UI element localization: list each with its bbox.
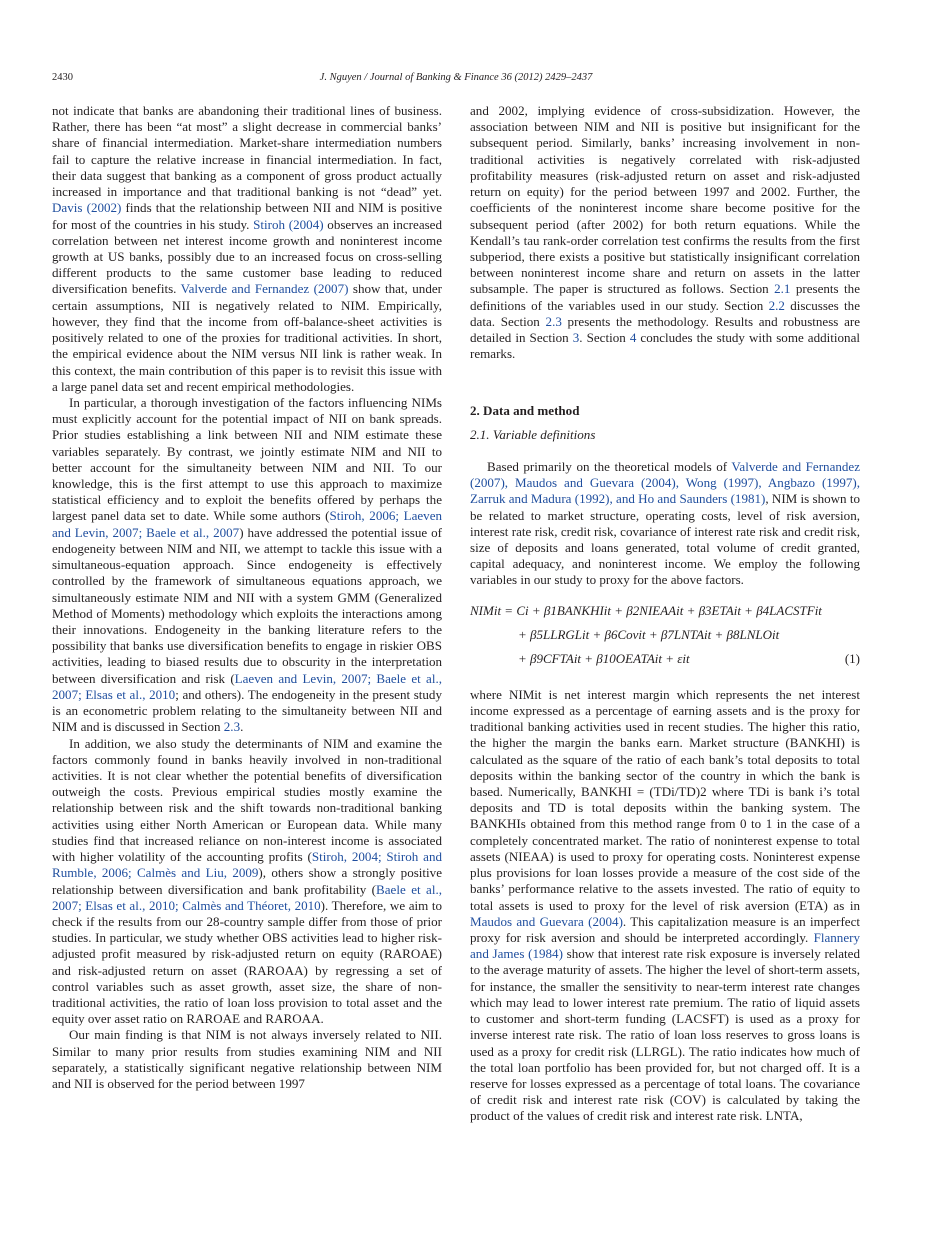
section-heading: 2. Data and method [470,402,580,418]
citation-link[interactable]: Baele et al., 2007; Elsas et al., 2010; Calmès and Théoret, 2010 [52,881,442,913]
citation-link[interactable]: 3 [572,330,580,346]
text-run: presents the definitions of the variables used in our study. Section [470,281,860,313]
text-run: , NIM is shown to be related to market structure, operating costs, level of risk aversion, interest rate risk, credit risk, covariance of interest rate risk and credit risk, size of deposits and loans generated, total volume of credit granted, capital adequacy, and noninterest income. We employ the following variables in our study to proxy for the above factors. [470,491,860,588]
equation-number: (1) [844,650,860,666]
citation-link[interactable]: 2.3 [545,313,562,329]
equation-1 [470,603,860,677]
citation-link[interactable]: Davis (2002) [52,200,122,216]
paragraph [52,1027,442,1092]
citation-link[interactable]: Stiroh (2004) [253,216,324,232]
paragraph [470,459,860,589]
equation-line: + β9CFTAit + β10OEATAit + εit [518,650,690,666]
text-run: . [240,719,244,735]
text-run: show that, under certain assumptions, NII is negatively related to NIM. Empirically, however, they find that the income from off-balance-sheet activities is positively related to one of the proxies for traditional activities. In short, the empirical evidence about the NIM versus NII link is rather weak. In this context, the main contribution of this paper is to revisit this issue with a large panel data set and recent empirical methodologies. [52,281,442,394]
text-run: discusses the data. Section [470,297,860,329]
equation-line: NIMit = Ci + β1BANKHIit + β2NIEAAit + β3ETAit + β4LACSTFit [470,602,822,618]
paragraph [52,103,442,395]
text-run: . This capitalization measure is an imperfect proxy for risk aversion and should be interpreted accordingly. [470,913,861,945]
text-run: ; and others). The endogeneity in the present study is an econometric problem relating to the simultaneity between NII and NIM and is discussed in Section [52,686,442,735]
paragraph [52,395,442,736]
page-header [52,72,860,88]
paragraph [470,103,860,363]
citation-link[interactable]: Maudos and Guevara (2004) [470,913,623,929]
text-run: presents the methodology. Results and robustness are detailed in Section [470,313,861,346]
text-run: Based primarily on the theoretical models of [487,458,732,474]
subsection-heading: 2.1. Variable definitions [470,426,596,442]
text-run: not indicate that banks are abandoning their traditional lines of business. Rather, there has been “at most” a slight decrease in commercial banks’ share of financial intermediation. Market-share intermediation numbers fail to capture the relative increase in financial intermediation. In fact, their data suggest that banking as a component of gross product actually increased in importance and that traditional banking is not “dead” yet. [52,103,442,200]
running-head: J. Nguyen / Journal of Banking & Finance 36 (2012) 2429–2437 [319,72,593,83]
text-run: concludes the study with some additional remarks. [470,330,860,362]
citation-link[interactable]: Stiroh, 2006; Laeven and Levin, 2007; Baele et al., 2007 [52,508,443,540]
right-column [470,103,860,1125]
text-run: Our main finding is that NIM is not always inversely related to NII. Similar to many prior results from studies examining NIM and NII separately, a statistically significant negative relationship between NIM and NII is observed for the period between 1997 [52,1027,442,1092]
paragraph [470,687,860,1125]
text-run: In particular, a thorough investigation of the factors influencing NIMs must explicitly account for the potential impact of NII on bank spreads. Prior studies establishing a link between NII and NIM estimate these variables separately. By contrast, we jointly estimate NIM and NII to better account for the simultaneity between NIM and NII. To our knowledge, this is the first attempt to use this approach to maximize statistical efficiency and to exploit the benefits offered by perhaps the largest panel data set to date. While some authors ( [52,394,442,524]
text-run: where NIMit is net interest margin which represents the net interest income expressed as a percentage of earning assets and is the proxy for traditional banking activities used in recent studies. The higher this ratio, the higher the margin the banks earn. Market structure (BANKHI) is calculated as the square of the ratio of each bank’s total deposits to total deposits within the banking sector of the country in which the bank is based. Numerically, BANKHI = (TDi/TD)2 where TDi is bank i’s total deposits and TD is total deposits within the banking system. The BANKHIs obtained from this method range from 0 to 1 in the case of a completely concentrated market. The ratio of noninterest expense to total assets (NIEAA) is used to proxy for operating costs. Noninterest expense plus provisions for loan losses provide a measure of the cost side of the banks’ performance relative to the assets invested. The ratio of equity to total assets is used to proxy for the level of risk aversion (ETA) as in [470,686,860,913]
citation-link[interactable]: Flannery and James (1984) [470,929,860,962]
page-number: 2430 [52,72,73,83]
text-run: observes an increased correlation between net interest income growth and noninterest income growth at US banks, possibly due to an increased focus on cross-selling different products to the same customer base leading to reduced diversification benefits. [52,216,443,297]
equation-line: + β5LLRGLit + β6Covit + β7LNTAit + β8LNLOit [518,626,780,642]
citation-link[interactable]: 4 [629,330,637,346]
text-run: ). Therefore, we aim to check if the results from our 28-country sample differ from those of prior studies. In particular, we study whether OBS activities lead to higher risk-adjusted profit measured by risk-adjusted return on equity (RAROAE) and risk-adjusted return on asset (RAROAA) by regressing a set of control variables such as asset growth, asset size, the share of non-traditional activities, the ratio of loan loss provision to total asset and the equity over asset ratio on RAROAE and RAROAA. [52,897,442,1027]
citation-link[interactable]: Valverde and Fernandez (2007) [180,281,349,297]
text-run: In addition, we also study the determinants of NIM and examine the factors commonly found in banks heavily involved in non-traditional activities. It is not clear whether the potential benefits of diversification outweigh the costs. Previous empirical studies mostly examine the relationship between risk and the shift towards non-traditional banking activities using either North American or European data. While many studies find that increased reliance on non-interest income is associated with higher volatility of the accounting profits ( [52,735,442,865]
citation-link[interactable]: 2.3 [223,719,241,735]
text-run: ), others show a strongly positive relationship between diversification and bank profitability ( [52,865,442,897]
text-run: show that interest rate risk exposure is inversely related to the average maturity of assets. The higher the level of short-term assets, for instance, the smaller the sensitivity to near-term interest rate changes which may lead to lower interest rate premium. The ratio of liquid assets to customer and short-term funding (LACSFT) is used as a proxy for inverse interest rate risk. The ratio of loan loss reserves to gross loans is used as a proxy for credit risk (LLRGL). The ratio indicates how much of the total loan portfolio has been provided for, but not charged off. It is a reserve for losses expressed as a percentage of total loans. The covariance of credit risk and interest rate risk (COV) is calculated by taking the product of the values of credit risk and interest rate risk. LNTA, [470,946,861,1124]
citation-link[interactable]: Laeven and Levin, 2007; Baele et al., 2007; Elsas et al., 2010 [52,670,443,702]
text-run: and 2002, implying evidence of cross-subsidization. However, the association between NIM and NII is positive but insignificant for the subsequent period. Similarly, banks’ increasing involvement in non-traditional activities is negatively correlated with risk-adjusted profitability measures (risk-adjusted return on asset and risk-adjusted return on equity) for the period between 1997 and 2002. Further, the coefficients of the noninterest income share become positive for the subsequent period (after 2002) for both return equations. While the Kendall’s tau rank-order correlation test confirms the results from the first subperiod, there exists a positive but statistically insignificant correlation between noninterest income share and return on assets in the latter subsample. The paper is structured as follows. Section [470,103,860,297]
paragraph [52,736,442,1028]
text-run: . Section [579,330,630,346]
citation-link[interactable]: Valverde and Fernandez (2007), Maudos and Guevara (2004), Wong (1997), Angbazo (1997), Zarruk and Madura (1992), and Ho and Saunders (1981) [470,458,860,507]
citation-link[interactable]: 2.1 [774,281,791,297]
text-run: ) have addressed the potential issue of endogeneity between NIM and NII, we attempt to tackle this issue with a simultaneous-equation approach. Since endogeneity is effectively controlled by the framework of simultaneous equations approach, we simultaneously estimate NIM and NII with a system GMM (Generalized Method of Moments) methodology which exploits the interactions among their innovations. Endogeneity in the banking literature refers to the possibility that banks use diversification benefits to engage in riskier OBS activities, leading to biased results due to obscurity in the interpretation between diversification and risk ( [52,524,442,686]
text-run: finds that the relationship between NII and NIM is positive for most of the countries in his study. [52,200,443,232]
left-column [52,103,442,1092]
citation-link[interactable]: Stiroh, 2004; Stiroh and Rumble, 2006; Calmès and Liu, 2009 [52,849,442,881]
citation-link[interactable]: 2.2 [768,297,785,313]
